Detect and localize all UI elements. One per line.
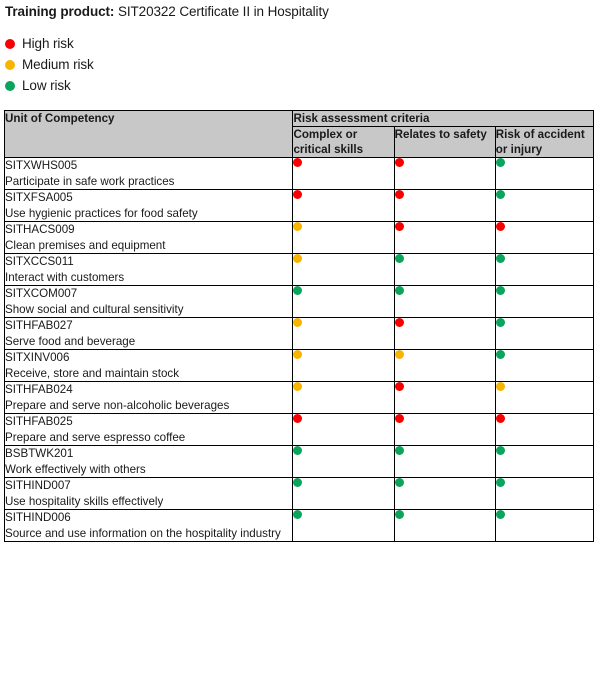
- unit-title: Receive, store and maintain stock: [5, 366, 179, 380]
- column-header-unit-of-competency: Unit of Competency: [5, 111, 293, 158]
- column-header-complex-or-critical-skills: Complex or critical skills: [293, 127, 394, 158]
- legend-item-high: [5, 33, 94, 54]
- high-risk-dot-icon: [395, 222, 404, 231]
- risk-rating-cell: [495, 254, 593, 286]
- table-row: [5, 478, 594, 510]
- medium-risk-dot-icon: [293, 318, 302, 327]
- low-risk-dot-icon: [293, 510, 302, 519]
- risk-rating-cell: [394, 382, 495, 414]
- unit-code: BSBTWK201: [5, 447, 74, 460]
- table-header-row-group: [5, 111, 594, 127]
- unit-code: SITHFAB024: [5, 383, 73, 396]
- unit-of-competency-cell: [5, 510, 293, 542]
- table-body: [5, 158, 594, 542]
- unit-of-competency-cell: [5, 382, 293, 414]
- table-row: [5, 510, 594, 542]
- high-risk-dot-icon: [496, 222, 505, 231]
- low-risk-dot-icon: [496, 350, 505, 359]
- risk-rating-cell: [495, 222, 593, 254]
- unit-code: SITXFSA005: [5, 191, 73, 204]
- circle-icon: [5, 81, 15, 91]
- risk-rating-cell: [495, 510, 593, 542]
- unit-of-competency-cell: [5, 414, 293, 446]
- unit-of-competency-cell: [5, 254, 293, 286]
- low-risk-dot-icon: [395, 286, 404, 295]
- risk-rating-cell: [495, 414, 593, 446]
- risk-legend: [5, 33, 94, 96]
- unit-title: Work effectively with others: [5, 462, 146, 476]
- low-risk-dot-icon: [496, 446, 505, 455]
- risk-rating-cell: [495, 382, 593, 414]
- low-risk-dot-icon: [496, 478, 505, 487]
- legend-item-medium: [5, 54, 94, 75]
- low-risk-dot-icon: [496, 190, 505, 199]
- risk-rating-cell: [495, 190, 593, 222]
- training-product-value: SIT20322 Certificate II in Hospitality: [117, 4, 329, 19]
- risk-rating-cell: [293, 318, 394, 350]
- circle-icon: [5, 60, 15, 70]
- medium-risk-dot-icon: [293, 350, 302, 359]
- unit-title: Interact with customers: [5, 270, 125, 284]
- risk-rating-cell: [394, 158, 495, 190]
- risk-rating-cell: [495, 446, 593, 478]
- medium-risk-dot-icon: [496, 382, 505, 391]
- table-row: [5, 446, 594, 478]
- low-risk-dot-icon: [395, 478, 404, 487]
- table-row: [5, 190, 594, 222]
- table-row: [5, 318, 594, 350]
- unit-title: Participate in safe work practices: [5, 174, 175, 188]
- unit-title: Use hygienic practices for food safety: [5, 206, 198, 220]
- medium-risk-dot-icon: [293, 222, 302, 231]
- risk-assessment-table: [4, 110, 594, 542]
- risk-rating-cell: [293, 254, 394, 286]
- unit-code: SITHFAB027: [5, 319, 73, 332]
- high-risk-dot-icon: [293, 190, 302, 199]
- table-row: [5, 286, 594, 318]
- table-row: [5, 254, 594, 286]
- high-risk-dot-icon: [395, 382, 404, 391]
- risk-rating-cell: [293, 382, 394, 414]
- unit-code: SITXCCS011: [5, 255, 74, 268]
- unit-title: Prepare and serve non-alcoholic beverages: [5, 398, 230, 412]
- low-risk-dot-icon: [293, 446, 302, 455]
- unit-of-competency-cell: [5, 190, 293, 222]
- risk-rating-cell: [293, 222, 394, 254]
- table-row: [5, 158, 594, 190]
- risk-rating-cell: [394, 254, 495, 286]
- unit-title: Use hospitality skills effectively: [5, 494, 164, 508]
- unit-of-competency-cell: [5, 478, 293, 510]
- risk-rating-cell: [394, 318, 495, 350]
- low-risk-dot-icon: [496, 286, 505, 295]
- risk-rating-cell: [394, 510, 495, 542]
- unit-code: SITHACS009: [5, 223, 75, 236]
- unit-of-competency-cell: [5, 446, 293, 478]
- circle-icon: [5, 39, 15, 49]
- risk-table-container: [4, 110, 594, 542]
- risk-rating-cell: [495, 318, 593, 350]
- risk-rating-cell: [394, 478, 495, 510]
- high-risk-dot-icon: [293, 158, 302, 167]
- table-row: [5, 222, 594, 254]
- unit-title: Source and use information on the hospitality industry: [5, 526, 281, 540]
- low-risk-dot-icon: [496, 510, 505, 519]
- legend-label: Medium risk: [22, 56, 94, 72]
- column-header-risk-of-accident-or-injury: Risk of accident or injury: [495, 127, 593, 158]
- unit-of-competency-cell: [5, 158, 293, 190]
- risk-rating-cell: [293, 478, 394, 510]
- risk-rating-cell: [495, 286, 593, 318]
- low-risk-dot-icon: [395, 510, 404, 519]
- risk-rating-cell: [293, 286, 394, 318]
- low-risk-dot-icon: [496, 318, 505, 327]
- high-risk-dot-icon: [293, 414, 302, 423]
- medium-risk-dot-icon: [293, 382, 302, 391]
- unit-code: SITHIND007: [5, 479, 71, 492]
- high-risk-dot-icon: [496, 414, 505, 423]
- high-risk-dot-icon: [395, 318, 404, 327]
- risk-rating-cell: [293, 158, 394, 190]
- risk-rating-cell: [394, 414, 495, 446]
- low-risk-dot-icon: [496, 254, 505, 263]
- unit-title: Clean premises and equipment: [5, 238, 166, 252]
- table-head: [5, 111, 594, 158]
- low-risk-dot-icon: [293, 286, 302, 295]
- legend-label: Low risk: [22, 77, 71, 93]
- high-risk-dot-icon: [395, 158, 404, 167]
- medium-risk-dot-icon: [293, 254, 302, 263]
- unit-of-competency-cell: [5, 222, 293, 254]
- column-header-risk-assessment-criteria: Risk assessment criteria: [293, 111, 594, 127]
- unit-of-competency-cell: [5, 286, 293, 318]
- risk-rating-cell: [394, 286, 495, 318]
- low-risk-dot-icon: [395, 254, 404, 263]
- risk-rating-cell: [293, 350, 394, 382]
- column-header-relates-to-safety: Relates to safety: [394, 127, 495, 158]
- low-risk-dot-icon: [496, 158, 505, 167]
- table-row: [5, 382, 594, 414]
- medium-risk-dot-icon: [395, 350, 404, 359]
- risk-rating-cell: [394, 446, 495, 478]
- risk-rating-cell: [394, 350, 495, 382]
- table-row: [5, 350, 594, 382]
- risk-rating-cell: [495, 478, 593, 510]
- risk-rating-cell: [293, 446, 394, 478]
- training-product-label: Training product:: [5, 4, 115, 19]
- unit-title: Serve food and beverage: [5, 334, 136, 348]
- low-risk-dot-icon: [293, 478, 302, 487]
- risk-rating-cell: [394, 190, 495, 222]
- unit-code: SITXINV006: [5, 351, 70, 364]
- legend-item-low: [5, 75, 94, 96]
- risk-rating-cell: [293, 510, 394, 542]
- unit-code: SITXCOM007: [5, 287, 78, 300]
- legend-label: High risk: [22, 35, 74, 51]
- risk-rating-cell: [293, 190, 394, 222]
- risk-rating-cell: [495, 350, 593, 382]
- unit-title: Prepare and serve espresso coffee: [5, 430, 186, 444]
- high-risk-dot-icon: [395, 190, 404, 199]
- table-row: [5, 414, 594, 446]
- page-title: [5, 3, 329, 20]
- risk-rating-cell: [293, 414, 394, 446]
- risk-rating-cell: [495, 158, 593, 190]
- unit-of-competency-cell: [5, 318, 293, 350]
- low-risk-dot-icon: [395, 446, 404, 455]
- risk-rating-cell: [394, 222, 495, 254]
- unit-code: SITXWHS005: [5, 159, 78, 172]
- high-risk-dot-icon: [395, 414, 404, 423]
- unit-of-competency-cell: [5, 350, 293, 382]
- unit-code: SITHFAB025: [5, 415, 73, 428]
- unit-title: Show social and cultural sensitivity: [5, 302, 184, 316]
- unit-code: SITHIND006: [5, 511, 71, 524]
